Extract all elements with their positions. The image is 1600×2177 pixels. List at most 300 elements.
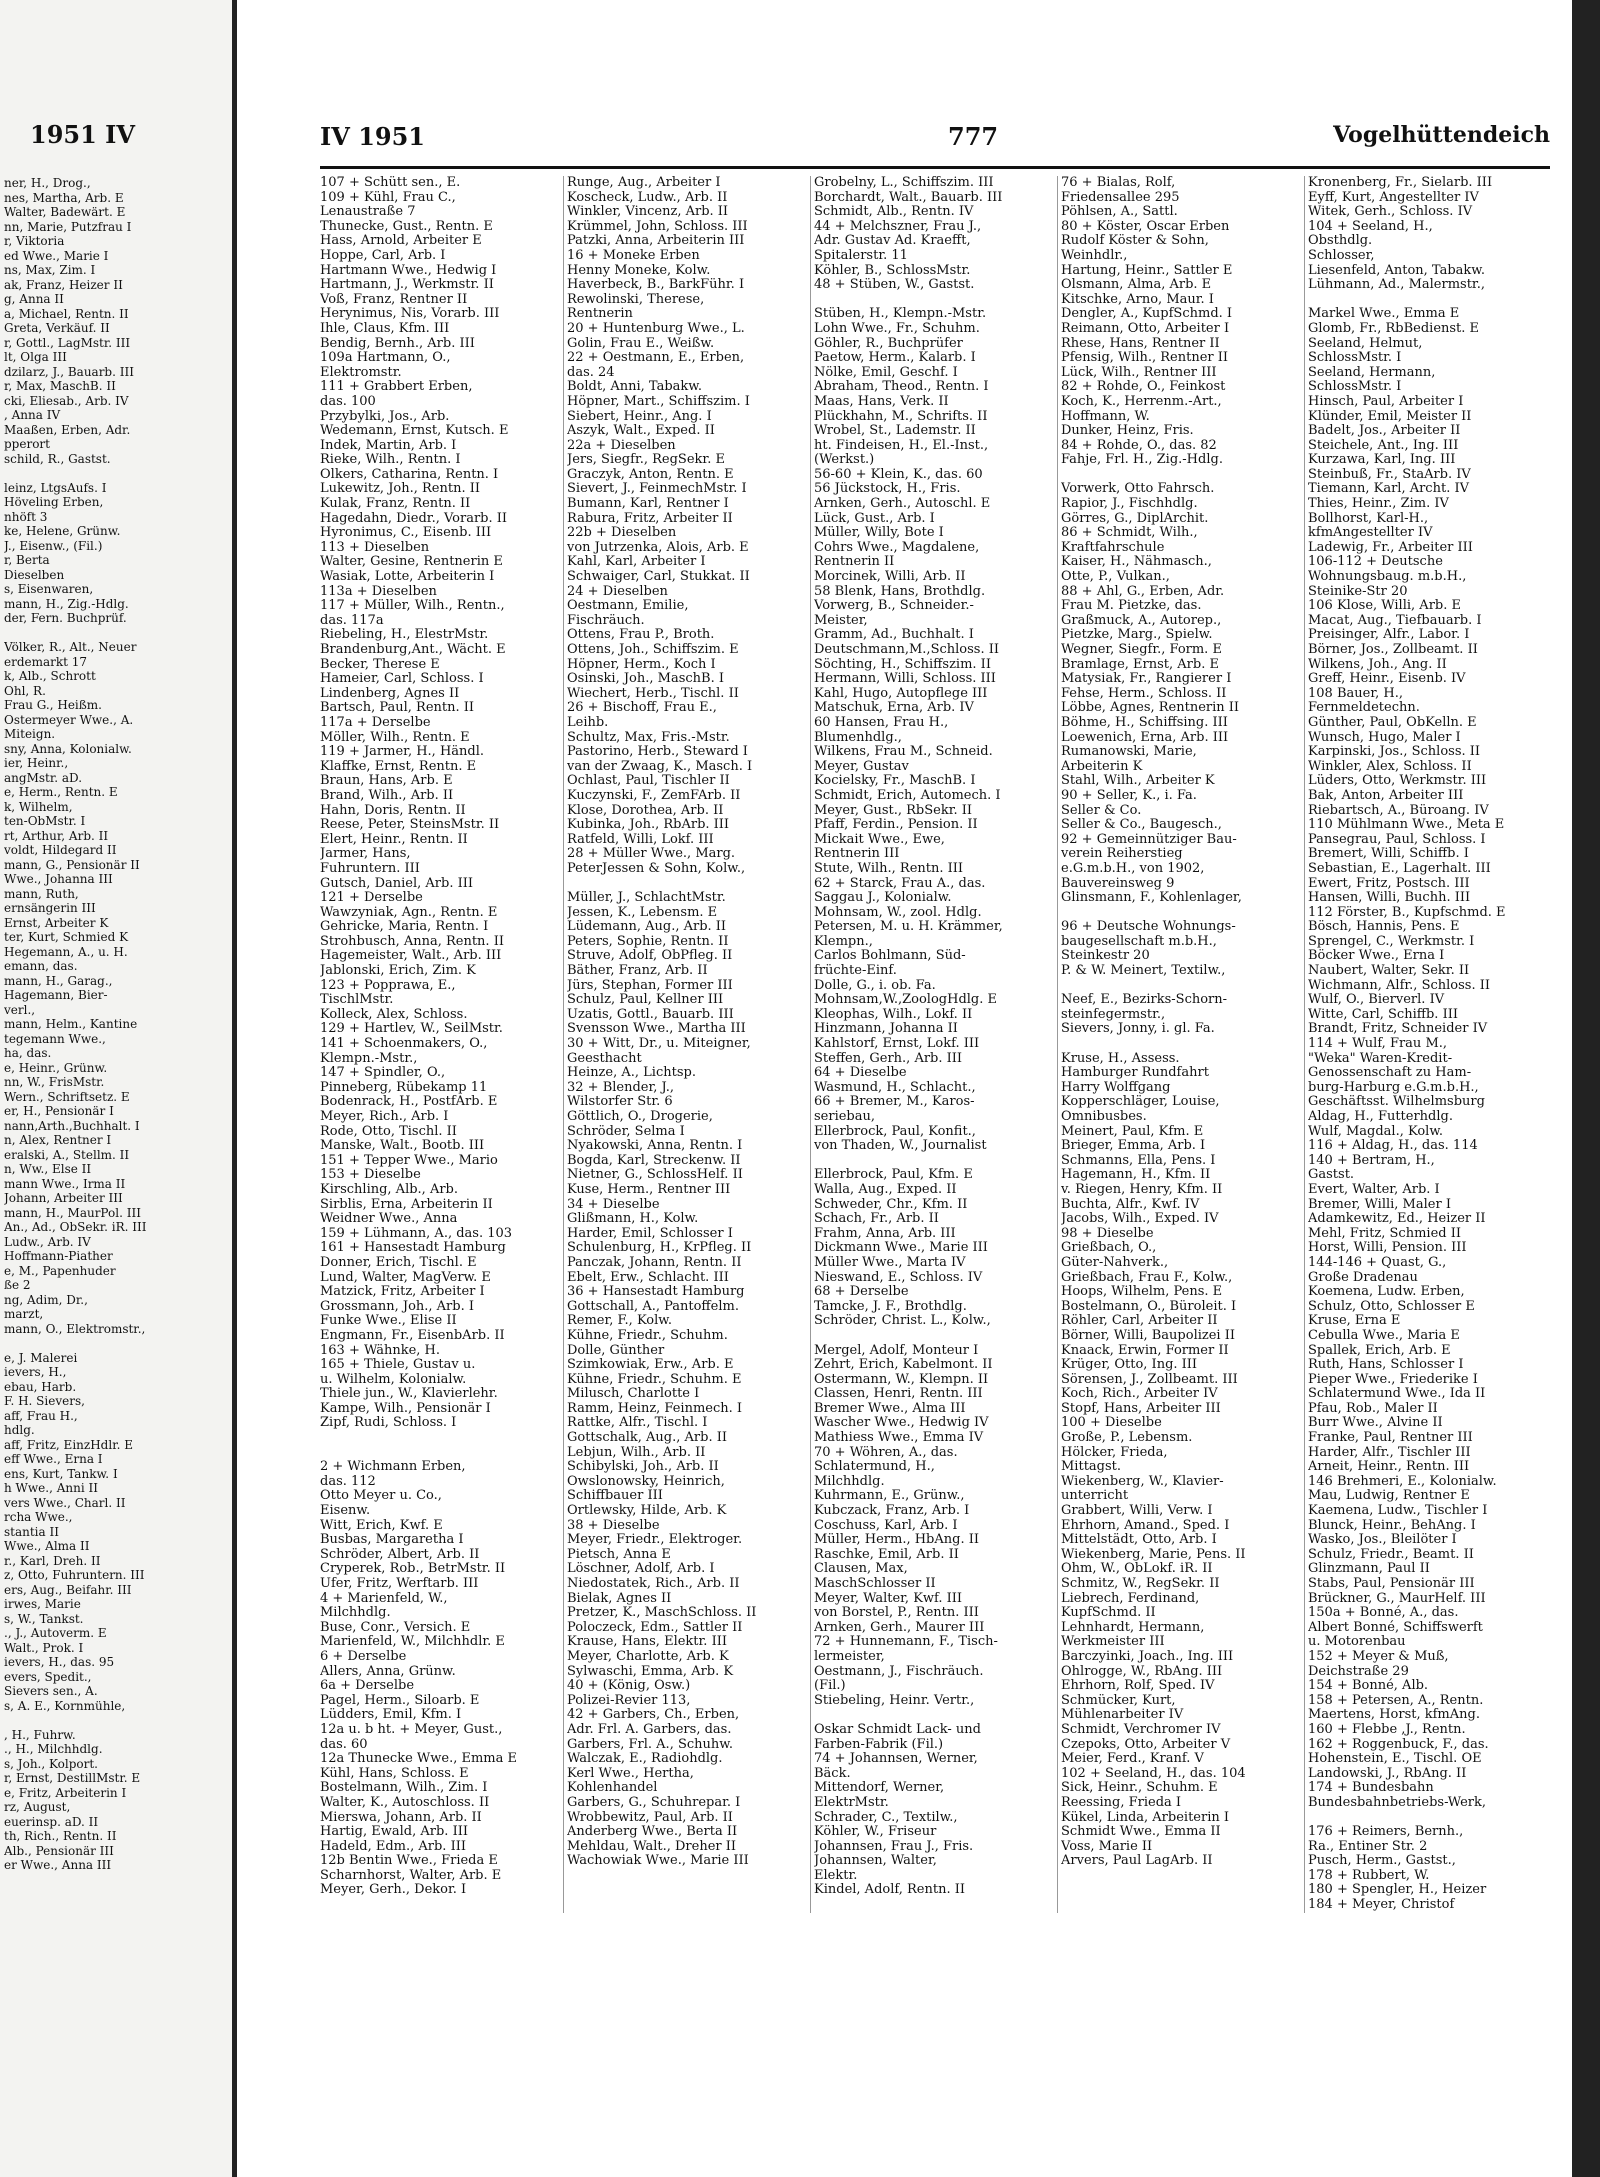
directory-entry: 24 + Dieselben <box>567 583 668 599</box>
directory-entry: 92 + Gemeinnütziger Bau- <box>1061 831 1237 847</box>
directory-entry: Pfau, Rob., Maler II <box>1308 1400 1438 1416</box>
directory-entry: Klempn.-Mstr., <box>320 1050 418 1066</box>
directory-entry: 106 Klose, Willi, Arb. E <box>1308 598 1461 614</box>
directory-entry <box>1061 979 1300 994</box>
directory-entry: Thiele jun., W., Klavierlehr. <box>320 1386 498 1402</box>
directory-entry: Oskar Schmidt Lack- und <box>814 1721 981 1737</box>
left-page-entry <box>4 1713 226 1728</box>
directory-entry: Ottens, Frau P., Broth. <box>567 627 715 643</box>
left-page-entry: , Anna IV <box>4 408 61 422</box>
directory-entry: Schibylski, Joh., Arb. II <box>567 1459 719 1475</box>
directory-entry <box>814 1329 1053 1344</box>
directory-entry: Grabbert, Willi, Verw. I <box>1061 1503 1213 1519</box>
directory-entry: Otte, P., Vulkan., <box>1061 569 1170 585</box>
directory-entry: Johannsen, Frau J., Fris. <box>814 1838 974 1854</box>
directory-entry: Walter, Gesine, Rentnerin E <box>320 554 503 570</box>
left-page-entry: ievers, H., das. 95 <box>4 1655 115 1669</box>
volume-year: IV 1951 <box>320 122 425 151</box>
directory-entry: 123 + Popprawa, E., <box>320 977 456 993</box>
directory-entry: Schulenburg, H., KrPfleg. II <box>567 1240 752 1256</box>
directory-entry: Hansen, Willi, Buchh. III <box>1308 890 1471 906</box>
directory-entry: Gastst. <box>1308 1167 1355 1183</box>
directory-entry: 116 + Aldag, H., das. 114 <box>1308 1138 1478 1154</box>
directory-entry: 121 + Derselbe <box>320 890 423 906</box>
directory-entry: Otto Meyer u. Co., <box>320 1488 442 1504</box>
directory-entry: 180 + Spengler, H., Heizer <box>1308 1882 1487 1898</box>
directory-entry: Walczak, E., Radiohdlg. <box>567 1751 723 1767</box>
column-4 <box>1061 176 1305 1913</box>
left-page-entry: Frau G., Heißm. <box>4 698 102 712</box>
directory-entry: Kurzawa, Karl, Ing. III <box>1308 452 1456 468</box>
directory-entry: Funke Wwe., Elise II <box>320 1313 457 1329</box>
directory-entry: Kohlenhandel <box>567 1780 658 1796</box>
directory-entry: Nölke, Emil, Geschf. I <box>814 364 958 380</box>
directory-entry: Schiffbauer III <box>567 1488 663 1504</box>
directory-entry: 117a + Derselbe <box>320 714 431 730</box>
directory-entry: Lenaustraße 7 <box>320 204 416 220</box>
directory-entry: Klempn., <box>814 933 873 949</box>
directory-entry: 152 + Meyer & Muß, <box>1308 1648 1449 1664</box>
left-page-entry: lt, Olga III <box>4 350 67 364</box>
directory-entry: Saggau J., Kolonialw. <box>814 890 952 906</box>
directory-entry: Hameier, Carl, Schloss. I <box>320 671 484 687</box>
directory-entry: Deichstraße 29 <box>1308 1663 1409 1679</box>
left-page-entry: eff Wwe., Erna I <box>4 1452 103 1466</box>
left-page-entry: Greta, Verkäuf. II <box>4 321 110 335</box>
directory-entry: Pusch, Herm., Gastst., <box>1308 1853 1456 1869</box>
column-3 <box>814 176 1058 1913</box>
directory-entry: Pietsch, Anna E <box>567 1546 671 1562</box>
left-page-entry: e, Fritz, Arbeiterin I <box>4 1785 127 1800</box>
directory-entry: Liesenfeld, Anton, Tabakw. <box>1308 262 1485 278</box>
directory-entry: Reessing, Frieda I <box>1061 1794 1182 1810</box>
directory-entry: Stahl, Wilh., Arbeiter K <box>1061 773 1215 789</box>
left-page-entry: Völker, R., Alt., Neuer <box>4 640 137 654</box>
directory-entry: Kolleck, Alex, Schloss. <box>320 1006 468 1022</box>
directory-entry <box>1061 468 1300 483</box>
directory-entry: Bendig, Bernh., Arb. III <box>320 335 475 351</box>
directory-entry: Röhler, Carl, Arbeiter II <box>1061 1313 1218 1329</box>
directory-entry: Carlos Bohlmann, Süd- <box>814 948 966 964</box>
page-number: 777 <box>948 122 999 151</box>
directory-entry: Kleophas, Wilh., Lokf. II <box>814 1006 973 1022</box>
directory-entry: das. 117a <box>320 612 384 628</box>
directory-entry: 86 + Schmidt, Wilh., <box>1061 525 1198 541</box>
left-page-entry: er, H., Pensionär I <box>4 1104 114 1118</box>
directory-entry: Garbers, G., Schuhrepar. I <box>567 1794 741 1810</box>
left-page-entry: r, Gottl., LagMstr. III <box>4 335 131 350</box>
directory-entry: Mehldau, Walt., Dreher II <box>567 1838 737 1854</box>
directory-entry: 40 + (König, Osw.) <box>567 1678 691 1694</box>
directory-entry: Rewolinski, Therese, <box>567 291 705 307</box>
left-page-entry: Hagemann, Bier- <box>4 988 108 1002</box>
directory-entry: Geschäftsst. Wilhelmsburg <box>1308 1094 1485 1110</box>
directory-entry: Adr. Gustav Ad. Kraefft, <box>814 233 971 249</box>
directory-entry: Kirschling, Alb., Arb. <box>320 1181 459 1197</box>
directory-entry: Tiemann, Karl, Archt. IV <box>1308 481 1469 497</box>
directory-entry: 150a + Bonné, A., das. <box>1308 1605 1459 1621</box>
directory-entry: Zipf, Rudi, Schloss. I <box>320 1415 457 1431</box>
left-page-entry: sny, Anna, Kolonialw. <box>4 741 132 756</box>
directory-entry: Gramm, Ad., Buchhalt. I <box>814 627 974 643</box>
directory-entry: Mierswa, Johann, Arb. II <box>320 1809 482 1825</box>
directory-entry <box>1308 293 1548 308</box>
left-page-entry: ers, Aug., Beifahr. III <box>4 1582 132 1597</box>
directory-entry: Lück, Wilh., Rentner III <box>1061 364 1217 380</box>
left-page-entry: nn, Marie, Putzfrau I <box>4 219 132 234</box>
directory-entry: Aldag, H., Futterhdlg. <box>1308 1109 1453 1124</box>
left-page-entry: ke, Helene, Grünw. <box>4 524 121 538</box>
directory-entry: Kühne, Friedr., Schuhm. E <box>567 1371 742 1387</box>
directory-entry: Meier, Ferd., Kranf. V <box>1061 1751 1204 1767</box>
directory-entry: 70 + Wöhren, A., das. <box>814 1444 958 1460</box>
directory-entry: Panczak, Johann, Rentn. II <box>567 1254 742 1270</box>
directory-entry: Bollhorst, Karl-H., <box>1308 510 1429 526</box>
directory-entry: Kuse, Herm., Rentner III <box>567 1181 731 1197</box>
directory-entry: Ebelt, Erw., Schlacht. III <box>567 1269 729 1285</box>
left-page-entry: An., Ad., ObSekr. iR. III <box>4 1220 147 1234</box>
directory-entry: Liebrech, Ferdinand, <box>1061 1590 1200 1606</box>
left-page-entry: h Wwe., Anni II <box>4 1481 98 1495</box>
directory-entry: Jablonski, Erich, Zim. K <box>320 963 476 979</box>
directory-entry: Aszyk, Walt., Exped. II <box>567 423 715 439</box>
left-page-entry: eralski, A., Stellm. II <box>4 1147 130 1162</box>
directory-entry: Becker, Therese E <box>320 656 440 672</box>
directory-entry: Riebeling, H., ElestrMstr. <box>320 627 489 643</box>
directory-entry: u. Wilhelm, Kolonialw. <box>320 1371 467 1387</box>
directory-entry: Grossmann, Joh., Arb. I <box>320 1298 474 1314</box>
directory-entry: v. Riegen, Henry, Kfm. II <box>1061 1181 1223 1197</box>
directory-entry: Wasmund, H., Schlacht., <box>814 1079 976 1095</box>
directory-entry: 12a u. b ht. + Meyer, Gust., <box>320 1721 503 1737</box>
left-page-entry: Sievers sen., A. <box>4 1684 98 1698</box>
left-page-entry: nes, Martha, Arb. E <box>4 190 124 205</box>
directory-page <box>260 0 1560 2177</box>
directory-entry: Klose, Dorothea, Arb. II <box>567 802 724 818</box>
directory-entry: Güter-Nahverk., <box>1061 1254 1169 1270</box>
directory-entry: Bielak, Agnes II <box>567 1590 672 1606</box>
directory-entry: 162 + Roggenbuck, F., das. <box>1308 1736 1489 1752</box>
directory-entry: Wegner, Siegfr., Form. E <box>1061 642 1222 657</box>
directory-entry: Badelt, Jos., Arbeiter II <box>1308 423 1461 439</box>
directory-entry: Indek, Martin, Arb. I <box>320 437 457 453</box>
left-page-entry <box>4 1336 226 1351</box>
directory-entry: Matzick, Fritz, Arbeiter I <box>320 1284 485 1300</box>
directory-entry: Börner, Willi, Baupolizei II <box>1061 1327 1235 1343</box>
directory-entry: 22b + Dieselben <box>567 525 677 541</box>
directory-entry: Weidner Wwe., Anna <box>320 1211 458 1227</box>
directory-entry: Fischräuch. <box>567 612 645 628</box>
left-page-entry <box>4 466 226 481</box>
directory-entry: Burr Wwe., Alvine II <box>1308 1415 1443 1431</box>
directory-entry: Lohn Wwe., Fr., Schuhm. <box>814 320 980 336</box>
directory-entry: Große, P., Lebensm. <box>1061 1430 1193 1446</box>
directory-entry: 44 + Melchszner, Frau J., <box>814 218 982 234</box>
directory-entry: Schlatermund, H., <box>814 1459 935 1475</box>
directory-entry: Harder, Alfr., Tischler III <box>1308 1444 1471 1460</box>
directory-entry: 112 Förster, B., Kupfschmd. E <box>1308 904 1506 920</box>
left-page-entry: ed Wwe., Marie I <box>4 248 109 263</box>
directory-entry: 12a Thunecke Wwe., Emma E <box>320 1751 517 1767</box>
left-page-entry: k, Alb., Schrott <box>4 669 96 683</box>
directory-entry: (Fil.) <box>814 1678 846 1694</box>
directory-entry: Ewert, Fritz, Postsch. III <box>1308 875 1470 891</box>
left-page-entry: nann,Arth.,Buchhalt. I <box>4 1118 140 1133</box>
directory-entry: Wichmann, Alfr., Schloss. II <box>1308 977 1490 993</box>
directory-entry: Gottschalk, Aug., Arb. II <box>567 1430 727 1446</box>
directory-entry: 56-60 + Klein, K., das. 60 <box>814 466 983 482</box>
directory-entry: Glinzmann, Paul II <box>1308 1561 1430 1577</box>
directory-entry: Golin, Frau E., Weißw. <box>567 335 715 351</box>
directory-entry: Stüben, H., Klempn.-Mstr. <box>814 306 987 322</box>
directory-entry: Fuhruntern. III <box>320 860 420 876</box>
directory-entry: Adr. Frl. A. Garbers, das. <box>567 1721 732 1737</box>
left-page-entry: mann, O., Elektromstr., <box>4 1321 146 1336</box>
directory-entry: Naubert, Walter, Sekr. II <box>1308 963 1470 979</box>
directory-entry: Hartung, Heinr., Sattler E <box>1061 262 1233 278</box>
directory-entry: 80 + Köster, Oscar Erben <box>1061 218 1230 234</box>
directory-entry: von Borstel, P., Rentn. III <box>814 1605 979 1621</box>
left-page-entry: ievers, H., <box>4 1365 67 1379</box>
directory-entry: 36 + Hansestadt Hamburg <box>567 1284 745 1300</box>
directory-entry: Haverbeck, B., BarkFühr. I <box>567 277 745 293</box>
directory-entry: Runge, Aug., Arbeiter I <box>567 176 721 190</box>
left-page-entry: a, Michael, Rentn. II <box>4 306 129 321</box>
directory-entry: Seller & Co., Baugesch., <box>1061 817 1222 833</box>
directory-entry: Schmitz, W., RegSekr. II <box>1061 1576 1220 1591</box>
directory-entry: Winkler, Alex, Schloss. II <box>1308 758 1472 774</box>
directory-entry: 90 + Seller, K., i. Fa. <box>1061 787 1197 803</box>
directory-entry: 174 + Bundesbahn <box>1308 1780 1434 1796</box>
directory-entry: Dengler, A., KupfSchmd. I <box>1061 306 1233 322</box>
directory-entry: Wrobbewitz, Paul, Arb. II <box>567 1809 733 1825</box>
directory-entry: Wrobel, St., Lademstr. II <box>814 423 976 439</box>
directory-entry: Krüger, Otto, Ing. III <box>1061 1357 1198 1373</box>
directory-entry: Bäck. <box>814 1765 851 1781</box>
directory-entry: Bartsch, Paul, Rentn. II <box>320 700 475 716</box>
directory-entry: Sievers, Jonny, i. gl. Fa. <box>1061 1021 1215 1037</box>
directory-entry: Walter, K., Autoschloss. II <box>320 1794 490 1810</box>
directory-entry: Ottens, Joh., Schiffszim. E <box>567 642 739 657</box>
directory-entry: Horst, Willi, Pension. III <box>1308 1240 1467 1256</box>
directory-entry: 30 + Witt, Dr., u. Miteigner, <box>567 1036 751 1052</box>
directory-entry: 154 + Bonné, Alb. <box>1308 1678 1429 1694</box>
directory-entry: Coschuss, Karl, Arb. I <box>814 1517 958 1533</box>
directory-entry: 160 + Flebbe ,J., Rentn. <box>1308 1721 1466 1737</box>
directory-entry: Harder, Emil, Schlosser I <box>567 1225 733 1241</box>
header-rule <box>320 166 1550 169</box>
directory-entry: Gutsch, Daniel, Arb. III <box>320 875 473 891</box>
directory-entry: Peters, Sophie, Rentn. II <box>567 933 729 949</box>
directory-entry: Nietner, G., SchlossHelf. II <box>567 1167 743 1183</box>
directory-entry: Fehse, Herm., Schloss. II <box>1061 685 1227 701</box>
directory-entry: Sebastian, E., Lagerhalt. III <box>1308 860 1491 876</box>
directory-entry: Wiekenberg, Marie, Pens. II <box>1061 1546 1246 1562</box>
directory-entry: Macat, Aug., Tiefbauarb. I <box>1308 612 1482 628</box>
directory-entry: Olsmann, Alma, Arb. E <box>1061 277 1212 293</box>
directory-entry: Schlosser, <box>1308 247 1375 263</box>
directory-entry: Mergel, Adolf, Monteur I <box>814 1342 979 1358</box>
directory-entry: Mittelstädt, Otto, Arb. I <box>1061 1532 1217 1548</box>
directory-entry: Ellerbrock, Paul, Kfm. E <box>814 1167 973 1183</box>
left-page-entry: Wwe., Alma II <box>4 1539 90 1553</box>
left-page-entry: aff, Frau H., <box>4 1408 78 1423</box>
directory-entry: Bauvereinsweg 9 <box>1061 875 1175 891</box>
directory-entry: MaschSchlosser II <box>814 1576 936 1591</box>
directory-entry: Mickait Wwe., Ewe, <box>814 831 945 847</box>
left-page-entry: verl., <box>4 1002 36 1017</box>
directory-entry: Markel Wwe., Emma E <box>1308 306 1460 322</box>
directory-entry: Schmidt, Alb., Rentn. IV <box>814 204 974 220</box>
directory-entry: Eyff, Kurt, Angestellter IV <box>1308 189 1479 205</box>
directory-entry: Loewenich, Erna, Arb. III <box>1061 729 1229 745</box>
directory-entry: Stabs, Paul, Pensionär III <box>1308 1576 1475 1591</box>
directory-entry: Rabura, Fritz, Arbeiter II <box>567 510 733 526</box>
directory-entry: Grießbach, O., <box>1061 1240 1157 1256</box>
left-page-entry: vers Wwe., Charl. II <box>4 1495 126 1510</box>
column-5 <box>1308 176 1552 1913</box>
directory-entry: Wachowiak Wwe., Marie III <box>567 1853 749 1869</box>
directory-entry: Hinsch, Paul, Arbeiter I <box>1308 393 1464 409</box>
left-page-entry: rz, August, <box>4 1800 71 1814</box>
left-page-entry: k, Wilhelm, <box>4 799 73 814</box>
directory-entry: e.G.m.b.H., von 1902, <box>1061 860 1205 876</box>
directory-entry: Bodenrack, H., PostfArb. E <box>320 1094 498 1110</box>
directory-entry: 109 + Kühl, Frau C., <box>320 189 456 205</box>
directory-entry: 165 + Thiele, Gustav u. <box>320 1357 476 1373</box>
directory-entry: Arnken, Gerh., Maurer III <box>814 1619 985 1635</box>
directory-entry: Niedostatek, Rich., Arb. II <box>567 1576 740 1591</box>
directory-entry: Svensson Wwe., Martha III <box>567 1021 746 1037</box>
directory-entry: Adamkewitz, Ed., Heizer II <box>1308 1211 1486 1227</box>
directory-entry: Harry Wolffgang <box>1061 1079 1171 1095</box>
directory-entry: Cebulla Wwe., Maria E <box>1308 1327 1460 1343</box>
directory-entry: Donner, Erich, Tischl. E <box>320 1254 477 1270</box>
directory-entry: Pagel, Herm., Siloarb. E <box>320 1692 480 1708</box>
directory-entry: steinfegermstr., <box>1061 1006 1166 1022</box>
left-page-entry: er Wwe., Anna III <box>4 1858 112 1872</box>
directory-entry: Dunker, Heinz, Fris. <box>1061 423 1194 439</box>
directory-entry: Kronenberg, Fr., Sielarb. III <box>1308 176 1493 190</box>
directory-entry: Fernmeldetechn. <box>1308 700 1420 716</box>
directory-entry: Brandt, Fritz, Schneider IV <box>1308 1021 1488 1037</box>
directory-entry: Hartmann, J., Werkmstr. II <box>320 277 494 293</box>
directory-entry: Höpner, Herm., Koch I <box>567 656 716 672</box>
directory-entry: Hinzmann, Johanna II <box>814 1021 958 1037</box>
left-page-entry: irwes, Marie <box>4 1597 81 1611</box>
directory-entry: 109a Hartmann, O., <box>320 350 451 366</box>
directory-entry: Brieger, Emma, Arb. I <box>1061 1138 1206 1154</box>
left-page-entry: nhöft 3 <box>4 509 48 524</box>
directory-entry: 113a + Dieselben <box>320 583 437 599</box>
directory-entry: Kerl Wwe., Hertha, <box>567 1765 694 1781</box>
directory-entry: Riebartsch, A., Büroang. IV <box>1308 802 1489 818</box>
left-page-entry: Hegemann, A., u. H. <box>4 944 128 959</box>
left-page-entry: rcha Wwe., <box>4 1510 73 1524</box>
directory-entry: Pietzke, Marg., Spielw. <box>1061 627 1213 643</box>
directory-entry: Bäther, Franz, Arb. II <box>567 963 708 979</box>
directory-entry: Lüdders, Emil, Kfm. I <box>320 1707 462 1723</box>
directory-entry: 66 + Bremer, M., Karos- <box>814 1094 975 1110</box>
directory-entry: Rhese, Hans, Rentner II <box>1061 335 1220 351</box>
left-page-entry: r, Max, MaschB. II <box>4 379 116 393</box>
directory-entry: Pastorino, Herb., Steward I <box>567 744 748 760</box>
directory-entry: Karpinski, Jos., Schloss. II <box>1308 744 1481 760</box>
left-page-margin <box>0 0 237 2177</box>
directory-entry: Kükel, Linda, Arbeiterin I <box>1061 1809 1229 1825</box>
directory-entry: Steinike-Str 20 <box>1308 583 1408 599</box>
directory-entry: Schultz, Max, Fris.-Mstr. <box>567 729 730 745</box>
directory-entry: Arbeiterin K <box>1061 758 1143 774</box>
directory-entry: Busbas, Margaretha I <box>320 1532 464 1548</box>
directory-entry: 6a + Derselbe <box>320 1678 415 1694</box>
directory-entry: Schmanns, Ella, Pens. I <box>1061 1152 1216 1168</box>
directory-entry: 56 Jückstock, H., Fris. <box>814 481 961 497</box>
directory-entry: 26 + Bischoff, Frau E., <box>567 700 717 716</box>
directory-entry: Löbbe, Agnes, Rentnerin II <box>1061 700 1240 716</box>
directory-entry: Pfaff, Ferdin., Pension. II <box>814 817 978 833</box>
directory-entry: Ohlrogge, W., RbAng. III <box>1061 1663 1223 1679</box>
directory-entry: Thunecke, Gust., Rentn. E <box>320 218 493 234</box>
left-page-entry <box>4 626 226 641</box>
directory-entry: 28 + Müller Wwe., Marg. <box>567 846 736 862</box>
directory-entry: Meyer, Gerh., Dekor. I <box>320 1882 467 1898</box>
directory-entry: Oestmann, Emilie, <box>567 598 689 614</box>
directory-entry: Hyronimus, C., Eisenb. III <box>320 525 492 541</box>
left-page-entry: Ostermeyer Wwe., A. <box>4 712 134 727</box>
directory-entry: 147 + Spindler, O., <box>320 1065 446 1081</box>
directory-entry: 48 + Stüben, W., Gastst. <box>814 277 975 293</box>
directory-entry: Sick, Heinr., Schuhm. E <box>1061 1780 1218 1796</box>
left-page-entry: ner, H., Drog., <box>4 176 91 190</box>
directory-entry: 108 Bauer, H., <box>1308 685 1403 701</box>
directory-entry: von Thaden, W., Journalist <box>814 1138 987 1154</box>
left-page-entry: ebau, Harb. <box>4 1379 77 1394</box>
left-page-entry: mann, H., MaurPol. III <box>4 1205 141 1220</box>
directory-entry: Cryperek, Rob., BetrMstr. II <box>320 1561 506 1577</box>
directory-entry: Glißmann, H., Kolw. <box>567 1211 699 1227</box>
directory-entry: Steichele, Ant., Ing. III <box>1308 437 1459 453</box>
directory-entry: 102 + Seeland, H., das. 104 <box>1061 1765 1246 1781</box>
directory-entry: Wasiak, Lotte, Arbeiterin I <box>320 569 495 585</box>
directory-entry: Boldt, Anni, Tabakw. <box>567 379 702 395</box>
directory-entry: Bundesbahnbetriebs-Werk, <box>1308 1794 1487 1810</box>
directory-entry: Brückner, G., MaurHelf. III <box>1308 1590 1486 1606</box>
directory-entry: Thies, Heinr., Zim. IV <box>1308 496 1449 512</box>
directory-entry: Polizei-Revier 113, <box>567 1692 691 1708</box>
directory-entry: Leihb. <box>567 714 609 730</box>
directory-entry: Schwaiger, Carl, Stukkat. II <box>567 569 750 585</box>
directory-entry: Manske, Walt., Bootb. III <box>320 1138 485 1154</box>
directory-entry: Meyer, Rich., Arb. I <box>320 1109 449 1124</box>
directory-entry: das. 100 <box>320 393 376 409</box>
directory-entry: KupfSchmd. II <box>1061 1605 1156 1621</box>
left-page-entry: s, W., Tankst. <box>4 1611 84 1626</box>
left-page-entry: ns, Max, Zim. I <box>4 263 96 277</box>
directory-columns <box>320 176 1552 1913</box>
directory-entry: Poloczeck, Edm., Sattler II <box>567 1619 743 1635</box>
left-page-entry: Maaßen, Erben, Adr. <box>4 422 131 437</box>
directory-entry: Stiebeling, Heinr. Vertr., <box>814 1692 975 1708</box>
directory-entry: Koscheck, Ludw., Arb. II <box>567 189 728 205</box>
directory-entry: 100 + Dieselbe <box>1061 1415 1162 1431</box>
left-page-entry: pperort <box>4 437 50 451</box>
directory-entry: Rentnerin III <box>814 846 900 862</box>
directory-entry: Söchting, H., Schiffszim. II <box>814 656 991 672</box>
directory-entry: Kuczynski, F., ZemFArb. II <box>567 787 741 803</box>
directory-entry: Wilstorfer Str. 6 <box>567 1094 673 1110</box>
directory-entry: Hölcker, Frieda, <box>1061 1444 1168 1460</box>
